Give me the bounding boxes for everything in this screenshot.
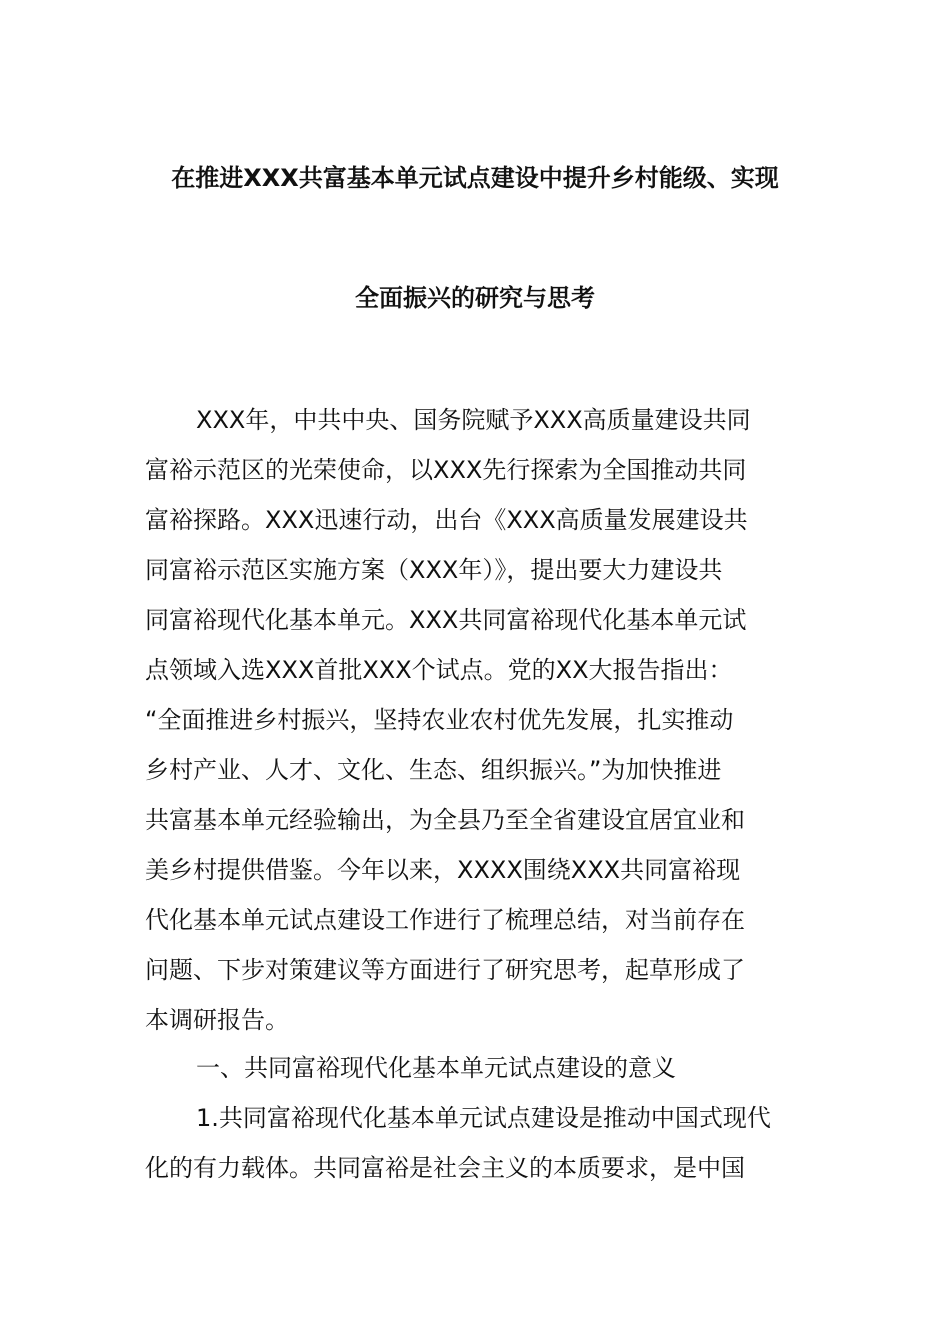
paragraph-line: 本调研报告。 <box>145 1006 289 1034</box>
document-title-line-1: 在推进XXX共富基本单元试点建设中提升乡村能级、实现 <box>171 164 779 192</box>
document-title-line-2: 全面振兴的研究与思考 <box>355 284 595 312</box>
paragraph-line: 代化基本单元试点建设工作进行了梳理总结，对当前存在 <box>145 906 745 934</box>
paragraph-line: 1.共同富裕现代化基本单元试点建设是推动中国式现代 <box>196 1104 771 1132</box>
paragraph-line: 同富裕示范区实施方案（XXX年）》，提出要大力建设共 <box>145 556 723 584</box>
section-heading-text: 一、共同富裕现代化基本单元试点建设的意义 <box>196 1054 676 1082</box>
paragraph-line: 富裕示范区的光荣使命，以XXX先行探索为全国推动共同 <box>145 456 747 484</box>
paragraph-line: 乡村产业、人才、文化、生态、组织振兴。”为加快推进 <box>145 756 722 784</box>
section-heading <box>145 1043 810 1093</box>
paragraph-line: “全面推进乡村振兴，坚持农业农村优先发展，扎实推动 <box>145 706 734 734</box>
intro-paragraph <box>145 395 810 1045</box>
paragraph-line: 点领域入选XXX首批XXX个试点。党的XX大报告指出： <box>145 656 733 684</box>
paragraph-line: 富裕探路。XXX迅速行动，出台《XXX高质量发展建设共 <box>145 506 748 534</box>
paragraph-line: 问题、下步对策建议等方面进行了研究思考，起草形成了 <box>145 956 745 984</box>
paragraph-line: 美乡村提供借鉴。今年以来，XXXX围绕XXX共同富裕现 <box>145 856 741 884</box>
paragraph-line: 共富基本单元经验输出，为全县乃至全省建设宜居宜业和 <box>145 806 745 834</box>
section-paragraph <box>145 1093 810 1193</box>
paragraph-line: 化的有力载体。共同富裕是社会主义的本质要求，是中国 <box>145 1154 745 1182</box>
paragraph-line: XXX年，中共中央、国务院赋予XXX高质量建设共同 <box>196 406 751 434</box>
paragraph-line: 同富裕现代化基本单元。XXX共同富裕现代化基本单元试 <box>145 606 747 634</box>
